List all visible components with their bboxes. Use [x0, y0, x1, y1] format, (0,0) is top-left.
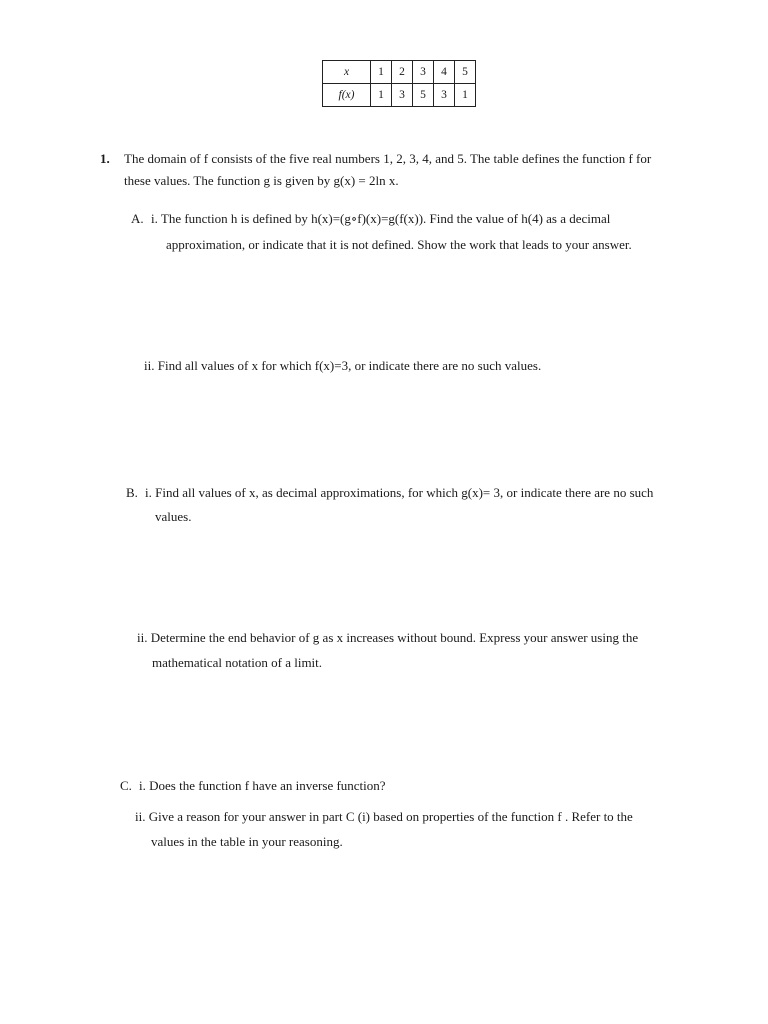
table-cell: 4 — [434, 61, 455, 84]
part-b-i-line1: i. Find all values of x, as decimal approximations, for which g(x)= 3, or indicate there are no such — [145, 485, 654, 500]
part-a-i-line2: approximation, or indicate that it is not defined. Show the work that leads to your answer. — [166, 237, 632, 252]
part-c-ii-line2: values in the table in your reasoning. — [151, 834, 343, 849]
part-b-i-line2: values. — [155, 509, 192, 524]
question-intro-line1: The domain of f consists of the five real numbers 1, 2, 3, 4, and 5. The table defines the function f for — [124, 151, 652, 166]
table-cell: 3 — [434, 84, 455, 107]
table-cell: 1 — [455, 84, 476, 107]
table-cell: 5 — [413, 84, 434, 107]
part-a-i-line1: i. The function h is defined by h(x)=(g∘f)(x)=g(f(x)). Find the value of h(4) as a decimal — [151, 211, 611, 226]
part-c-i-line1: i. Does the function f have an inverse function? — [139, 778, 386, 793]
part-c-ii-line1: ii. Give a reason for your answer in part C (i) based on properties of the function f . Refer to the — [135, 809, 633, 824]
table-header-x: x — [323, 61, 371, 84]
table-cell: 2 — [392, 61, 413, 84]
question-number: 1. — [100, 151, 110, 166]
part-a-ii-line1: ii. Find all values of x for which f(x)=3, or indicate there are no such values. — [144, 358, 542, 373]
table-cell: 3 — [413, 61, 434, 84]
table-row-x — [323, 61, 476, 84]
part-b-ii-line1: ii. Determine the end behavior of g as x increases without bound. Express your answer using the — [137, 630, 639, 645]
question-intro-line2: these values. The function g is given by g(x) = 2ln x. — [124, 173, 399, 188]
table-cell: 5 — [455, 61, 476, 84]
part-b-label: B. — [126, 485, 138, 500]
table-cell: 1 — [371, 84, 392, 107]
function-value-table — [322, 60, 476, 107]
table-cell: 3 — [392, 84, 413, 107]
table-cell: 1 — [371, 61, 392, 84]
part-c-label: C. — [120, 778, 132, 793]
part-b-ii-line2: mathematical notation of a limit. — [152, 655, 323, 670]
table-header-fx: f(x) — [323, 84, 371, 107]
table-row-fx — [323, 84, 476, 107]
part-a-label: A. — [131, 211, 144, 226]
